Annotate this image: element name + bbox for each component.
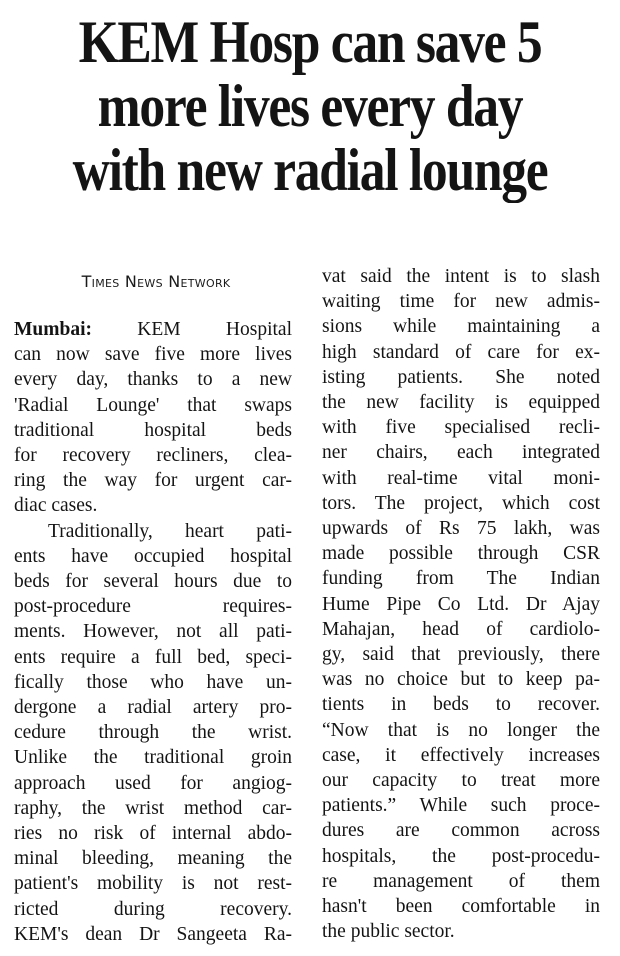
article-line: can now save five more lives [14, 344, 292, 366]
article-line: vat said the intent is to slash [322, 266, 600, 287]
article-line: ries no risk of internal abdo- [14, 823, 292, 845]
article-line: Unlike the traditional groin [14, 747, 292, 769]
article-line: ents have occupied hospital [14, 545, 292, 567]
article-line: tients in beds to recover. [322, 694, 600, 716]
article-line: waiting time for new admis- [322, 291, 600, 313]
article-text: KEM Hospital [92, 319, 292, 340]
article-line: patient's mobility is not rest- [14, 873, 292, 895]
article-line: every day, thanks to a new [14, 369, 292, 391]
article-line: with five specialised recli- [322, 417, 600, 439]
article-line: ricted during recovery. [14, 898, 292, 920]
byline: Times News Network [81, 272, 231, 291]
article-line: traditional hospital beds [14, 419, 292, 441]
article-line [14, 317, 292, 342]
article-line: post-procedure requires- [14, 596, 292, 618]
article-line: diac cases. [14, 495, 98, 517]
article-line: raphy, the wrist method car- [14, 797, 292, 819]
article-line: Traditionally, heart pati- [48, 520, 292, 542]
article-line: made possible through CSR [322, 543, 600, 565]
article-line: hospitals, the post-procedu- [322, 845, 600, 867]
article-line: minal bleeding, meaning the [14, 848, 292, 870]
article-line: ner chairs, each integrated [322, 442, 600, 464]
article-line: ents require a full bed, speci- [14, 646, 292, 668]
article-column-left [14, 317, 292, 947]
article-line: 'Radial Lounge' that swaps [14, 394, 292, 416]
article-line: high standard of care for ex- [322, 341, 600, 363]
article-line: Hume Pipe Co Ltd. Dr Ajay [322, 593, 600, 615]
article-line: isting patients. She noted [322, 366, 600, 388]
headline-line-1: KEM Hosp can save 5 [78, 9, 542, 75]
article-line: for recovery recliners, clea- [14, 445, 292, 467]
article-line: dergone a radial artery pro- [14, 697, 292, 719]
headline-line-3: with new radial lounge [72, 137, 548, 203]
article-line: ring the way for urgent car- [14, 470, 292, 492]
article-line: beds for several hours due to [14, 571, 292, 593]
article-line: hasn't been comfortable in [322, 896, 600, 918]
article-column-right [322, 264, 600, 944]
article-line: re management of them [322, 870, 600, 892]
article-line: tors. The project, which cost [322, 492, 600, 514]
article-line: case, it effectively increases [322, 744, 600, 766]
article-line: cedure through the wrist. [14, 722, 292, 744]
article-line: sions while maintaining a [322, 316, 600, 338]
article-line: patients.” While such proce- [322, 795, 600, 817]
article-line: ments. However, not all pati- [14, 621, 292, 643]
headline-line-2: more lives every day [97, 73, 523, 139]
article-line: our capacity to treat more [322, 770, 600, 792]
article-line: the public sector. [322, 921, 455, 943]
article-line: dures are common across [322, 820, 600, 842]
article-line: the new facility is equipped [322, 392, 600, 414]
article-line: upwards of Rs 75 lakh, was [322, 518, 600, 540]
article-line: “Now that is no longer the [322, 719, 600, 741]
article-line: gy, said that previously, there [322, 644, 600, 666]
article-line: KEM's dean Dr Sangeeta Ra- [14, 923, 292, 945]
article-line: approach used for angiog- [14, 772, 292, 794]
article-line: with real-time vital moni- [322, 467, 600, 489]
headline [43, 10, 576, 202]
dateline: Mumbai: [14, 319, 92, 340]
article-line: was no choice but to keep pa- [322, 669, 600, 691]
article-line: funding from The Indian [322, 568, 600, 590]
article-line: Mahajan, head of cardiolo- [322, 618, 600, 640]
article-line: fically those who have un- [14, 671, 292, 693]
